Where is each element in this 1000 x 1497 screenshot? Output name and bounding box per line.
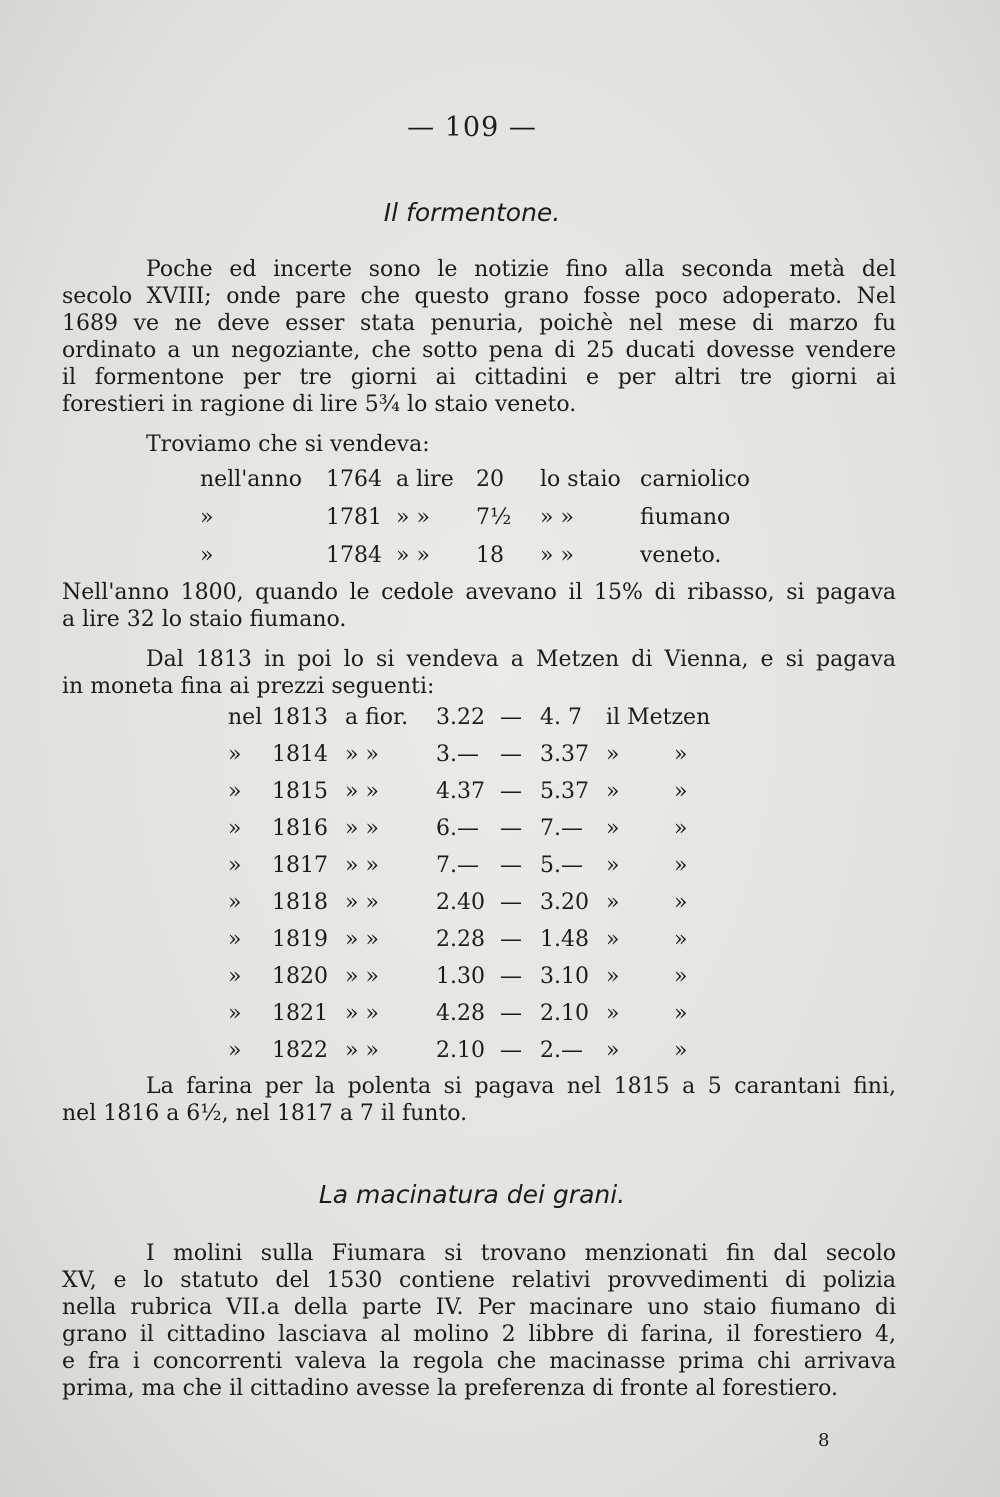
- table-cell-c7: »: [606, 853, 620, 878]
- paragraph-line: Dal 1813 in poi lo si vendeva a Metzen di Vienna, e si pagava: [146, 647, 896, 672]
- table-cell-c8: »: [674, 890, 688, 915]
- table-cell-c3: » »: [345, 1038, 379, 1063]
- paragraph-line: 1689 ve ne deve esser stata penuria, poichè nel mese di marzo fu: [62, 311, 896, 336]
- table-cell-year: 1816: [272, 816, 328, 841]
- table-cell-low: 2.10: [436, 1038, 485, 1063]
- table-cell-unit: veneto.: [640, 543, 722, 568]
- paragraph-molini: [62, 1240, 896, 1402]
- table-cell-c1: nel: [228, 705, 263, 730]
- table-cell-c1: »: [228, 927, 242, 952]
- table-cell-unit: fiumano: [640, 505, 731, 530]
- table-cell-year: 1819: [272, 927, 328, 952]
- table-cell-c7: »: [606, 964, 620, 989]
- table-cell-year: 1821: [272, 1001, 328, 1026]
- table-cell-year: 1822: [272, 1038, 328, 1063]
- table-cell-c7: »: [606, 890, 620, 915]
- paragraph-line: e fra i concorrenti valeva la regola che macinasse prima chi arrivava: [62, 1349, 896, 1374]
- table-cell-high: 1.48: [540, 927, 589, 952]
- table-cell-high: 3.20: [540, 890, 589, 915]
- table-cell-c1: »: [228, 779, 242, 804]
- paragraph-line: grano il cittadino lasciava al molino 2 libbre di farina, il forestiero 4,: [62, 1322, 896, 1347]
- paragraph-line: La farina per la polenta si pagava nel 1815 a 5 carantani fini,: [146, 1074, 896, 1099]
- table-cell-low: 4.37: [436, 779, 485, 804]
- table-cell-low: 1.30: [436, 964, 485, 989]
- table-cell-dash: —: [500, 890, 522, 915]
- table-cell-c3: » »: [345, 964, 379, 989]
- table-cell-c3: » »: [345, 1001, 379, 1026]
- table-cell-c8: »: [674, 1001, 688, 1026]
- table-cell-year: 1817: [272, 853, 328, 878]
- table-cell-dash: —: [500, 1038, 522, 1063]
- table-cell-low: 6.—: [436, 816, 479, 841]
- table-cell-c3: » »: [345, 779, 379, 804]
- table-cell-c3: » »: [345, 853, 379, 878]
- table-cell-c8: »: [674, 779, 688, 804]
- page-number: — 109 —: [407, 112, 537, 143]
- table-cell-c1: »: [228, 1001, 242, 1026]
- table-cell-year: 1815: [272, 779, 328, 804]
- table-cell-year: 1784: [326, 543, 382, 568]
- table-cell-price: 18: [476, 543, 504, 568]
- paragraph-troviamo: [62, 431, 896, 458]
- section-title-macinatura: La macinatura dei grani.: [318, 1180, 626, 1209]
- paragraph-line: a lire 32 lo staio fiumano.: [62, 607, 347, 632]
- paragraph-line: Nell'anno 1800, quando le cedole avevano il 15% di ribasso, si pagava: [62, 580, 896, 605]
- table-cell-c7: »: [606, 779, 620, 804]
- table-cell-c1: »: [228, 742, 242, 767]
- section-title-formentone: Il formentone.: [383, 198, 561, 227]
- table-cell-high: 5.37: [540, 779, 589, 804]
- table-cell-c7: il Metzen: [606, 705, 711, 730]
- table-cell-year: 1781: [326, 505, 382, 530]
- table-cell-low: 2.28: [436, 927, 485, 952]
- table-cell-c3: » »: [345, 742, 379, 767]
- table-cell-c3: » »: [345, 890, 379, 915]
- paragraph-line: Troviamo che si vendeva:: [146, 432, 430, 457]
- table-cell-high: 3.37: [540, 742, 589, 767]
- paragraph-anno-1800: [62, 579, 896, 633]
- table-cell-c7: »: [606, 927, 620, 952]
- paragraph-metzen: [62, 646, 896, 700]
- paragraph-formentone-intro: [62, 256, 896, 418]
- table-cell-c1: »: [228, 1038, 242, 1063]
- table-cell-c7: »: [606, 1001, 620, 1026]
- table-cell-c5: » »: [540, 543, 574, 568]
- table-cell-c3: a fior.: [345, 705, 409, 730]
- table-cell-high: 7.—: [540, 816, 583, 841]
- table-cell-c8: »: [674, 927, 688, 952]
- table-cell-high: 5.—: [540, 853, 583, 878]
- table-cell-dash: —: [500, 705, 522, 730]
- table-cell-c8: »: [674, 853, 688, 878]
- table-cell-c1: »: [200, 543, 214, 568]
- table-cell-dash: —: [500, 964, 522, 989]
- paragraph-line: Poche ed incerte sono le notizie fino alla seconda metà del: [146, 257, 896, 282]
- paragraph-line: nel 1816 a 6½, nel 1817 a 7 il funto.: [62, 1101, 468, 1126]
- table-cell-year: 1764: [326, 467, 382, 492]
- table-cell-c1: »: [228, 890, 242, 915]
- table-cell-high: 4. 7: [540, 705, 582, 730]
- paragraph-line: forestieri in ragione di lire 5¾ lo staio veneto.: [62, 392, 577, 417]
- table-cell-dash: —: [500, 927, 522, 952]
- table-cell-dash: —: [500, 1001, 522, 1026]
- paragraph-line: XV, e lo statuto del 1530 contiene relativi provvedimenti di polizia: [62, 1268, 896, 1293]
- paragraph-line: nella rubrica VII.a della parte IV. Per macinare uno staio fiumano di: [62, 1295, 896, 1320]
- paragraph-line: I molini sulla Fiumara si trovano menzionati fin dal secolo: [146, 1241, 896, 1266]
- paragraph-line: secolo XVIII; onde pare che questo grano fosse poco adoperato. Nel: [62, 284, 896, 309]
- table-cell-c1: »: [228, 816, 242, 841]
- paragraph-line: il formentone per tre giorni ai cittadini e per altri tre giorni ai: [62, 365, 896, 390]
- table-cell-c3: » »: [345, 927, 379, 952]
- paragraph-line: ordinato a un negoziante, che sotto pena di 25 ducati dovesse vendere: [62, 338, 896, 363]
- table-cell-dash: —: [500, 742, 522, 767]
- signature-mark: 8: [818, 1430, 830, 1451]
- table-cell-c1: nell'anno: [200, 467, 303, 492]
- table-cell-high: 2.10: [540, 1001, 589, 1026]
- table-cell-c3: » »: [396, 543, 430, 568]
- table-cell-low: 3.—: [436, 742, 479, 767]
- table-cell-dash: —: [500, 779, 522, 804]
- table-cell-c1: »: [200, 505, 214, 530]
- table-cell-unit: carniolico: [640, 467, 751, 492]
- table-cell-year: 1818: [272, 890, 328, 915]
- table-cell-c7: »: [606, 1038, 620, 1063]
- table-cell-c3: a lire: [396, 467, 454, 492]
- paragraph-line: prima, ma che il cittadino avesse la preferenza di fronte al forestiero.: [62, 1376, 838, 1401]
- table-cell-price: 7½: [476, 505, 512, 530]
- table-cell-price: 20: [476, 467, 504, 492]
- table-cell-c7: »: [606, 816, 620, 841]
- table-cell-dash: —: [500, 816, 522, 841]
- table-cell-c8: »: [674, 964, 688, 989]
- table-cell-c5: lo staio: [540, 467, 621, 492]
- table-cell-c8: »: [674, 816, 688, 841]
- table-cell-c3: » »: [396, 505, 430, 530]
- table-cell-c8: »: [674, 1038, 688, 1063]
- table-cell-low: 2.40: [436, 890, 485, 915]
- table-cell-low: 3.22: [436, 705, 485, 730]
- table-cell-c7: »: [606, 742, 620, 767]
- table-cell-c1: »: [228, 853, 242, 878]
- paragraph-line: in moneta fina ai prezzi seguenti:: [62, 674, 435, 699]
- table-cell-c5: » »: [540, 505, 574, 530]
- table-cell-c1: »: [228, 964, 242, 989]
- table-cell-high: 2.—: [540, 1038, 583, 1063]
- table-cell-high: 3.10: [540, 964, 589, 989]
- paragraph-farina-polenta: [62, 1073, 896, 1127]
- table-cell-year: 1820: [272, 964, 328, 989]
- table-cell-year: 1814: [272, 742, 328, 767]
- table-cell-dash: —: [500, 853, 522, 878]
- table-cell-low: 7.—: [436, 853, 479, 878]
- table-cell-low: 4.28: [436, 1001, 485, 1026]
- table-cell-year: 1813: [272, 705, 328, 730]
- table-cell-c8: »: [674, 742, 688, 767]
- table-cell-c3: » »: [345, 816, 379, 841]
